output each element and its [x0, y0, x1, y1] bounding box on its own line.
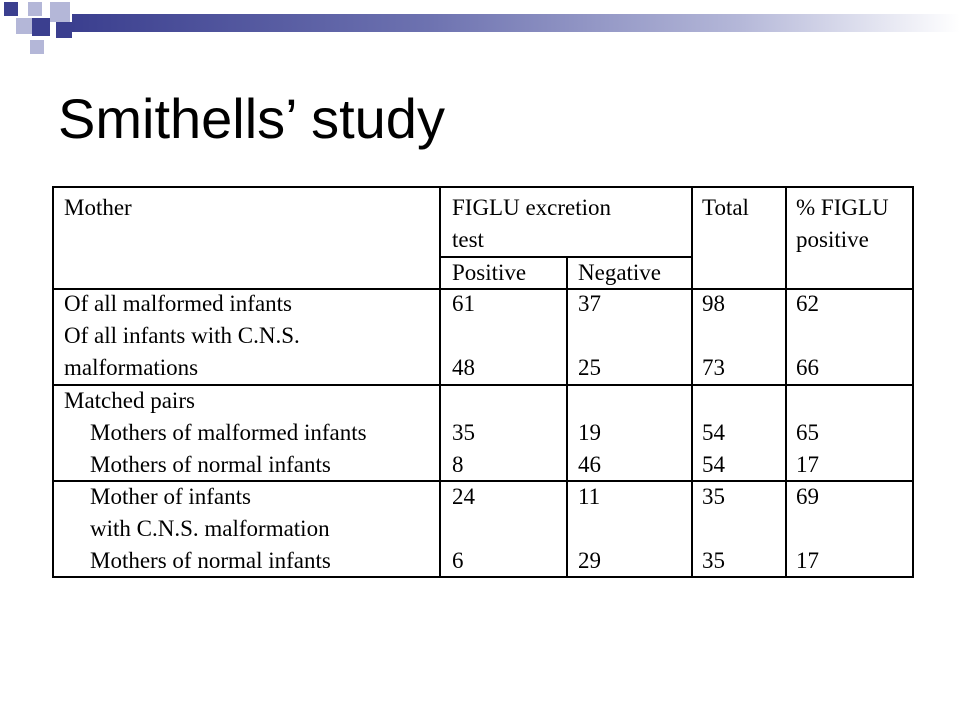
cell-negative: 37	[578, 291, 601, 316]
column-divider	[785, 188, 787, 576]
row-label: Mothers of malformed infants	[90, 420, 367, 445]
row-label: Mothers of normal infants	[90, 548, 331, 573]
header-pct-line2: positive	[796, 227, 869, 252]
cell-positive: 8	[452, 452, 464, 477]
cell-total: 35	[702, 548, 725, 573]
decor-square	[28, 2, 42, 16]
header-figlu-line2: test	[452, 227, 484, 252]
cell-total: 54	[702, 452, 725, 477]
decor-square	[50, 2, 70, 22]
row-label: Mothers of normal infants	[90, 452, 331, 477]
cell-total: 98	[702, 291, 725, 316]
cell-pct: 17	[796, 548, 819, 573]
cell-negative: 46	[578, 452, 601, 477]
cell-pct: 69	[796, 484, 819, 509]
cell-positive: 61	[452, 291, 475, 316]
cell-negative: 29	[578, 548, 601, 573]
column-divider	[691, 188, 693, 576]
slide-title: Smithells’ study	[58, 87, 445, 150]
header-figlu-line1: FIGLU excretion	[452, 195, 612, 220]
cell-pct: 66	[796, 355, 819, 380]
column-divider	[439, 188, 441, 576]
cell-pct: 17	[796, 452, 819, 477]
cell-negative: 11	[578, 484, 601, 509]
row-label: Mother of infants	[90, 484, 251, 509]
cell-positive: 48	[452, 355, 475, 380]
row-label: malformations	[64, 355, 199, 380]
decor-square	[30, 40, 44, 54]
header-total: Total	[702, 195, 749, 220]
cell-total: 35	[702, 484, 725, 509]
header-pct-line1: % FIGLU	[796, 195, 889, 220]
cell-positive: 24	[452, 484, 475, 509]
cell-negative: 19	[578, 420, 601, 445]
decor-square	[16, 18, 32, 34]
data-table	[52, 186, 914, 578]
header-mother: Mother	[64, 195, 132, 220]
row-label: with C.N.S. malformation	[90, 516, 330, 541]
cell-pct: 62	[796, 291, 819, 316]
header-positive: Positive	[452, 260, 527, 285]
section-heading: Matched pairs	[64, 388, 195, 413]
column-divider	[566, 258, 568, 576]
cell-total: 73	[702, 355, 725, 380]
decor-square	[32, 18, 50, 36]
header-negative: Negative	[578, 260, 662, 285]
cell-total: 54	[702, 420, 725, 445]
cell-negative: 25	[578, 355, 601, 380]
header-gradient-bar	[72, 14, 960, 32]
row-label: Of all infants with C.N.S.	[64, 323, 300, 348]
decor-square	[4, 2, 18, 16]
cell-positive: 35	[452, 420, 475, 445]
decor-square	[56, 22, 72, 38]
row-label: Of all malformed infants	[64, 291, 293, 316]
cell-pct: 65	[796, 420, 819, 445]
cell-positive: 6	[452, 548, 464, 573]
